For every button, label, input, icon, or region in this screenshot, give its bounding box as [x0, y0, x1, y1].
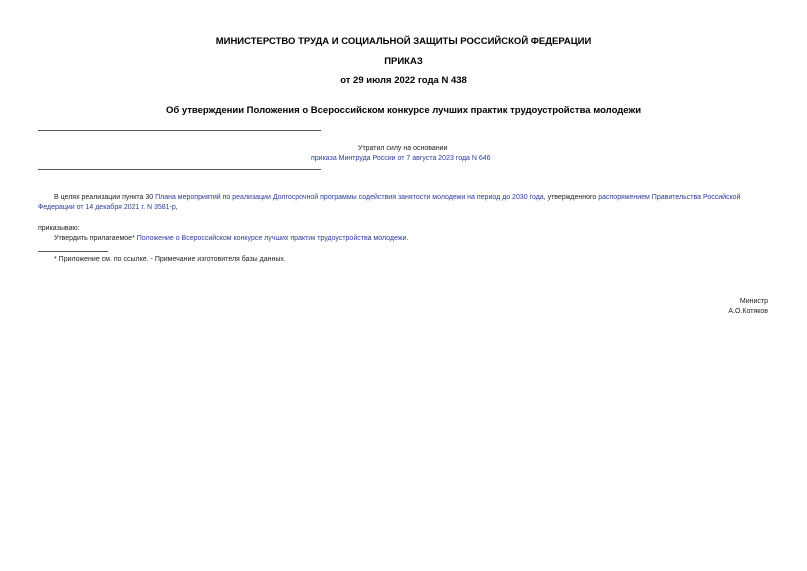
decree-link-part-1[interactable]: распоряжением Правительства Российской: [598, 194, 741, 201]
decree-link-part-2[interactable]: Федерации от 14 декабря 2021 г. N 3581-р: [38, 204, 176, 211]
p1-prefix: В целях реализации пункта 30: [54, 194, 156, 201]
status-note-text: Утратил силу на основании: [358, 145, 448, 152]
approve-paragraph: [54, 234, 408, 244]
body-paragraph-line-2: [38, 203, 178, 213]
p1-middle: , утвержденного: [543, 194, 599, 201]
p1-suffix: ,: [175, 204, 178, 211]
footnote-text: * Приложение см. по ссылке. - Примечание изготовителя базы данных.: [54, 256, 286, 263]
signature-name: А.О.Котяков: [728, 308, 768, 315]
doc-date-number: от 29 июля 2022 года N 438: [340, 75, 467, 86]
status-bottom-rule: [38, 169, 321, 170]
status-top-rule: [38, 130, 321, 131]
doc-type-heading: ПРИКАЗ: [384, 56, 423, 67]
regulation-link[interactable]: Положение о Всероссийском конкурсе лучших практик трудоустройства молодежи: [136, 235, 407, 242]
footnote-rule: [38, 251, 108, 252]
doc-title: Об утверждении Положения о Всероссийском конкурсе лучших практик трудоустройства молодежи: [165, 105, 642, 116]
signature-position: Министр: [739, 298, 768, 305]
approve-prefix: Утвердить прилагаемое*: [54, 235, 137, 242]
orders-word: приказываю:: [38, 225, 80, 232]
approve-suffix: .: [406, 235, 409, 242]
body-paragraph-line-1: [54, 193, 774, 203]
ministry-heading: МИНИСТЕРСТВО ТРУДА И СОЦИАЛЬНОЙ ЗАЩИТЫ РОССИЙСКОЙ ФЕДЕРАЦИИ: [215, 36, 592, 47]
plan-link[interactable]: Плана мероприятий по реализации Долгосрочной программы содействия занятости молодежи на период до 2030 года: [155, 194, 544, 201]
status-note-link[interactable]: приказа Минтруда России от 7 августа 2023 года N 646: [311, 155, 491, 162]
